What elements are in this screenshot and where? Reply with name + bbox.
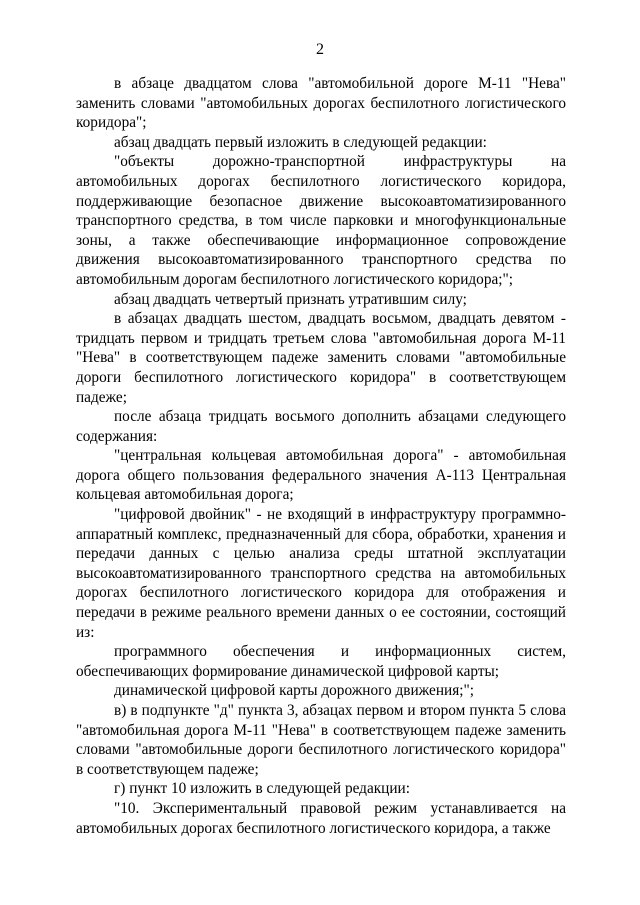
paragraph: после абзаца тридцать восьмого дополнить абзацами следующего содержания:	[76, 408, 566, 445]
paragraph: абзац двадцать четвертый признать утратившим силу;	[114, 290, 467, 308]
paragraph: "10. Экспериментальный правовой режим устанавливается на автомобильных дорогах беспилотного логистического коридора, а также	[76, 799, 566, 837]
paragraph: в абзацах двадцать шестом, двадцать восьмом, двадцать девятом - тридцать первом и тридцать третьем слова "автомобильная дорога М-11 "Нева" в соответствующем падеже заменить словами "автомобильные дороги беспилотного логистического коридора" в соответствующем падеже;	[76, 310, 566, 406]
paragraph: "центральная кольцевая автомобильная дорога" - автомобильная дорога общего пользования федерального значения А-113 Центральная кольцевая автомобильная дорога;	[76, 447, 566, 504]
page-number: 2	[316, 41, 324, 58]
paragraph: в абзаце двадцатом слова "автомобильной дороге М-11 "Нева" заменить словами "автомобильных дорогах беспилотного логистического коридора";	[76, 75, 566, 132]
paragraph: динамической цифровой карты дорожного движения;";	[114, 682, 474, 700]
paragraph: в) в подпункте "д" пункта 3, абзацах первом и втором пункта 5 слова "автомобильная дорога М-11 "Нева" в соответствующем падеже заменить словами "автомобильные дороги беспилотного логистического коридора" в соответствующем падеже;	[76, 702, 566, 778]
paragraph: "цифровой двойник" - не входящий в инфраструктуру программно-аппаратный комплекс, предназначенный для сбора, обработки, хранения и передачи данных с целью анализа среды штатной эксплуатации высокоавтоматизированного транспортного средства на автомобильных дорогах беспилотного логистического коридора для отображения и передачи в режиме реального времени данных о ее состоянии, состоящий из:	[76, 506, 566, 641]
paragraph: г) пункт 10 изложить в следующей редакции:	[114, 780, 410, 798]
paragraph: абзац двадцать первый изложить в следующей редакции:	[114, 133, 487, 151]
document-body	[76, 74, 566, 838]
paragraph: программного обеспечения и информационных систем, обеспечивающих формирование динамической цифровой карты;	[76, 643, 566, 680]
paragraph: "объекты дорожно-транспортной инфраструктуры на автомобильных дорогах беспилотного логистического коридора, поддерживающие безопасное движение высокоавтоматизированного транспортного средства, в том числе парковки и многофункциональные зоны, а также обеспечивающие информационное сопровождение движения высокоавтоматизированного транспортного средства по автомобильным дорогам беспилотного логистического коридора;";	[76, 153, 566, 288]
